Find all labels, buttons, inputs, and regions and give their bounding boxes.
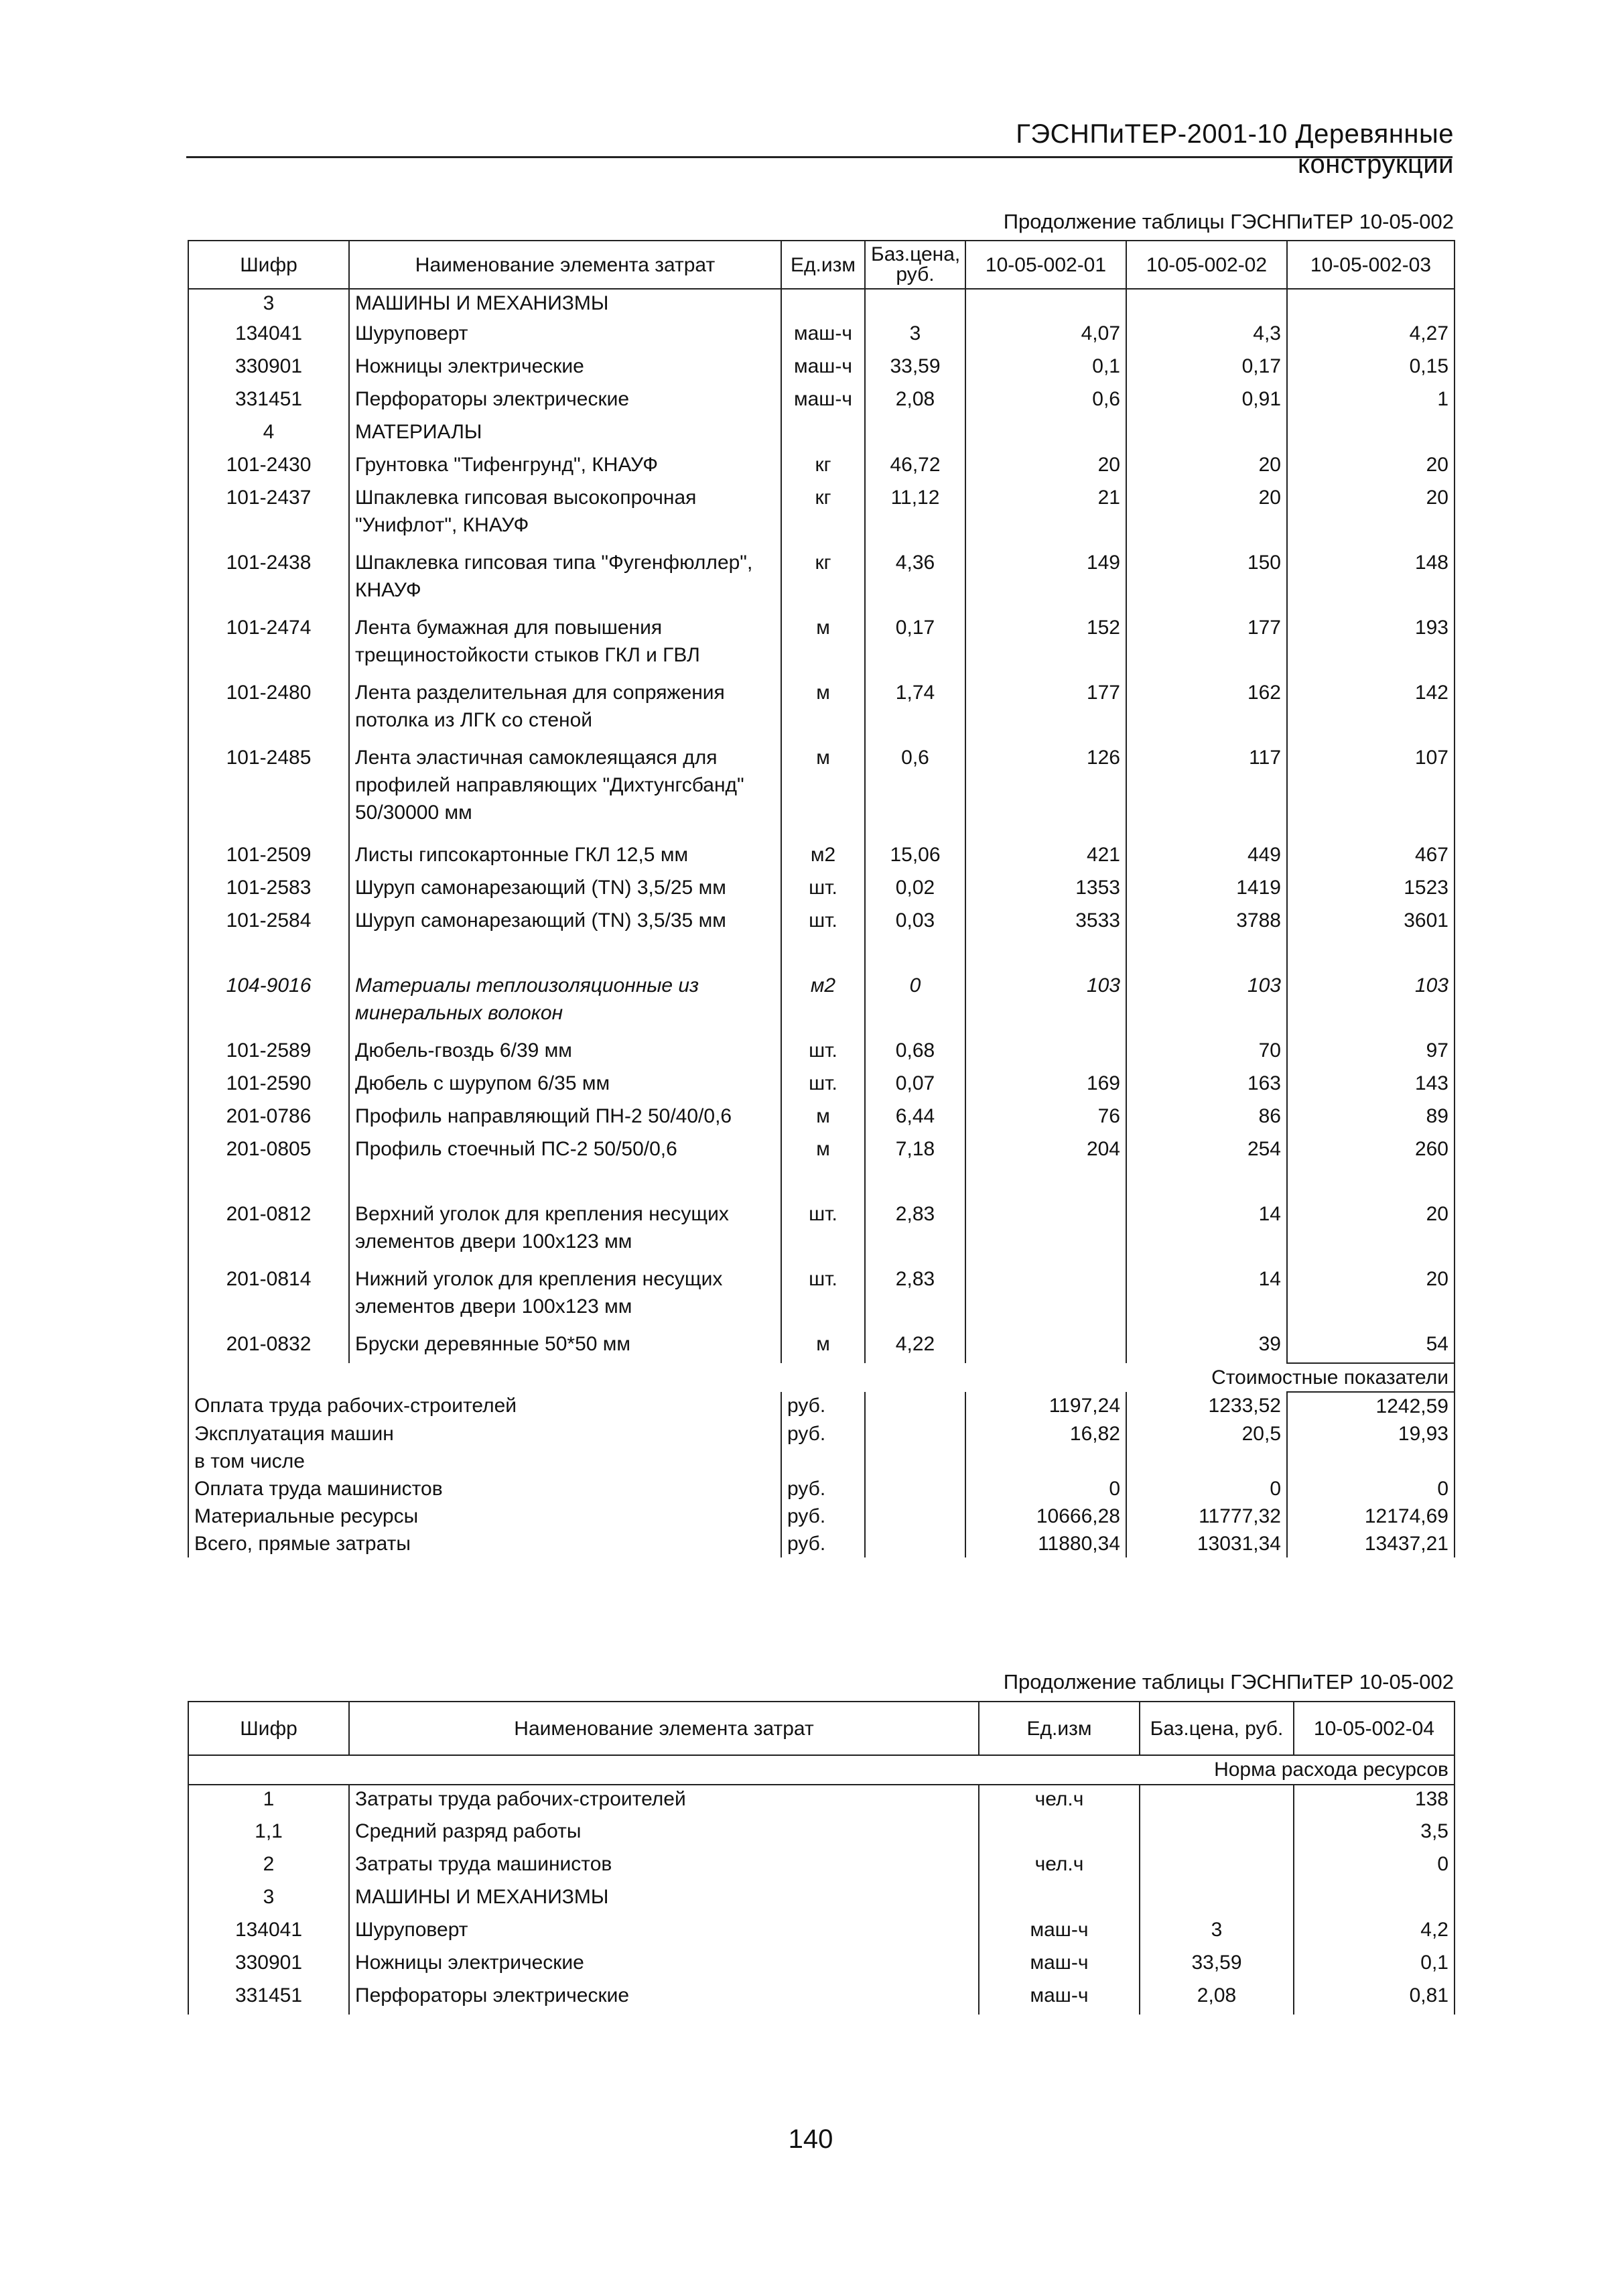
cell-v1	[965, 1265, 1126, 1330]
cell-v1: 4,07	[965, 320, 1126, 353]
cell-price: 3	[1140, 1916, 1294, 1949]
cell-v3: 148	[1287, 549, 1455, 614]
cell-code: 201-0786	[188, 1102, 349, 1135]
summary-v2: 1233,52	[1126, 1392, 1287, 1420]
cell-price	[865, 418, 965, 451]
norm-header-spacer	[188, 1755, 1294, 1785]
cell-v3	[1287, 418, 1455, 451]
cell-name: Перфораторы электрические	[349, 385, 781, 418]
t2-col-header-unit: Ед.изм	[979, 1702, 1140, 1755]
summary-v3: 1242,59	[1287, 1392, 1455, 1420]
cell-v2: 254	[1126, 1135, 1287, 1200]
cell-name: Затраты труда рабочих-строителей	[349, 1785, 979, 1817]
cell-code: 101-2589	[188, 1037, 349, 1070]
cell-name: Грунтовка "Тифенгрунд", КНАУФ	[349, 451, 781, 484]
cell-name: Профиль направляющий ПН-2 50/40/0,6	[349, 1102, 781, 1135]
cell-code: 1	[188, 1785, 349, 1817]
cell-v1: 138	[1294, 1785, 1455, 1817]
cell-name: Лента бумажная для повышения трещиностойкости стыков ГКЛ и ГВЛ	[349, 614, 781, 679]
summary-v3: 0	[1287, 1475, 1455, 1503]
cell-v3: 4,27	[1287, 320, 1455, 353]
table-row	[188, 484, 1455, 549]
cell-v2	[1126, 289, 1287, 320]
cell-v1: 3533	[965, 907, 1126, 972]
table-row	[188, 451, 1455, 484]
cell-v2	[1126, 418, 1287, 451]
summary-v2: 20,5	[1126, 1420, 1287, 1448]
cell-unit	[979, 1883, 1140, 1916]
cell-price	[1140, 1883, 1294, 1916]
summary-price	[865, 1530, 965, 1557]
page-header-title: ГЭСНПиТЕР-2001-10 Деревянные конструкции	[1016, 119, 1454, 179]
cell-v2: 1419	[1126, 874, 1287, 907]
cell-v3: 107	[1287, 744, 1455, 841]
cell-price: 0,07	[865, 1070, 965, 1102]
cell-unit: шт.	[781, 874, 865, 907]
summary-price	[865, 1420, 965, 1448]
summary-v1: 10666,28	[965, 1503, 1126, 1530]
summary-unit: руб.	[781, 1392, 865, 1420]
cell-unit: маш-ч	[979, 1982, 1140, 2015]
cell-name: Бруски деревянные 50*50 мм	[349, 1330, 781, 1363]
cell-code: 101-2430	[188, 451, 349, 484]
cell-code: 101-2590	[188, 1070, 349, 1102]
cell-v2: 103	[1126, 972, 1287, 1037]
cell-v2: 39	[1126, 1330, 1287, 1363]
cell-v3: 103	[1287, 972, 1455, 1037]
table-row	[188, 1135, 1455, 1200]
cell-v1	[965, 418, 1126, 451]
cell-v1: 177	[965, 679, 1126, 744]
cell-v1: 4,2	[1294, 1916, 1455, 1949]
cell-code: 3	[188, 289, 349, 320]
cell-code: 134041	[188, 1916, 349, 1949]
cell-unit: маш-ч	[781, 385, 865, 418]
header-rule	[186, 156, 1452, 158]
summary-row	[188, 1448, 1455, 1475]
summary-v1: 16,82	[965, 1420, 1126, 1448]
t2-col-header-code: Шифр	[188, 1702, 349, 1755]
table-row	[188, 614, 1455, 679]
cell-unit: маш-ч	[781, 353, 865, 385]
cell-unit: чел.ч	[979, 1850, 1140, 1883]
cell-v1: 20	[965, 451, 1126, 484]
cell-v1	[965, 1330, 1126, 1363]
cell-unit	[781, 418, 865, 451]
cell-code: 101-2437	[188, 484, 349, 549]
summary-v2: 11777,32	[1126, 1503, 1287, 1530]
table-row	[188, 353, 1455, 385]
summary-label: Всего, прямые затраты	[188, 1530, 781, 1557]
cell-unit: м	[781, 679, 865, 744]
table-row	[188, 1982, 1455, 2015]
cell-unit: чел.ч	[979, 1785, 1140, 1817]
cell-v1	[965, 289, 1126, 320]
cell-v2: 70	[1126, 1037, 1287, 1070]
cell-v1: 152	[965, 614, 1126, 679]
cell-unit: м	[781, 1330, 865, 1363]
cell-v1: 0,1	[1294, 1949, 1455, 1982]
cell-price: 0,68	[865, 1037, 965, 1070]
cell-v1	[965, 1200, 1126, 1265]
cell-v3: 20	[1287, 451, 1455, 484]
cell-name: Шуруповерт	[349, 320, 781, 353]
cell-name: Средний разряд работы	[349, 1817, 979, 1850]
cell-v2: 14	[1126, 1265, 1287, 1330]
cell-code: 101-2509	[188, 841, 349, 874]
cell-unit	[979, 1817, 1140, 1850]
cell-price: 1,74	[865, 679, 965, 744]
summary-label: в том числе	[188, 1448, 781, 1475]
table-row	[188, 549, 1455, 614]
cell-code: 101-2480	[188, 679, 349, 744]
cell-price: 2,83	[865, 1200, 965, 1265]
cell-price: 0	[865, 972, 965, 1037]
cell-price: 33,59	[865, 353, 965, 385]
cell-price: 15,06	[865, 841, 965, 874]
cell-unit: м2	[781, 841, 865, 874]
summary-v1	[965, 1448, 1126, 1475]
cell-code: 331451	[188, 1982, 349, 2015]
summary-unit: руб.	[781, 1530, 865, 1557]
cell-price: 2,08	[1140, 1982, 1294, 2015]
cell-v2: 150	[1126, 549, 1287, 614]
summary-v2: 0	[1126, 1475, 1287, 1503]
table1-header-row	[188, 241, 1455, 289]
cell-v3: 142	[1287, 679, 1455, 744]
summary-row	[188, 1503, 1455, 1530]
table-row	[188, 1850, 1455, 1883]
cell-price: 0,03	[865, 907, 965, 972]
cell-unit: м	[781, 744, 865, 841]
summary-v2	[1126, 1448, 1287, 1475]
cell-price: 4,36	[865, 549, 965, 614]
cell-name: Шпаклевка гипсовая высокопрочная "Унифлот", КНАУФ	[349, 484, 781, 549]
table-row	[188, 1037, 1455, 1070]
cell-unit: шт.	[781, 907, 865, 972]
cell-code: 331451	[188, 385, 349, 418]
cell-v3: 89	[1287, 1102, 1455, 1135]
cell-code: 101-2485	[188, 744, 349, 841]
summary-unit: руб.	[781, 1475, 865, 1503]
cell-name: Материалы теплоизоляционные из минеральных волокон	[349, 972, 781, 1037]
cell-v2: 0,91	[1126, 385, 1287, 418]
cell-v3: 20	[1287, 1200, 1455, 1265]
cell-price: 6,44	[865, 1102, 965, 1135]
summary-row	[188, 1392, 1455, 1420]
cell-v3: 1523	[1287, 874, 1455, 907]
cell-name: МАШИНЫ И МЕХАНИЗМЫ	[349, 289, 781, 320]
cell-unit: шт.	[781, 1200, 865, 1265]
col-header-v2: 10-05-002-02	[1126, 241, 1287, 289]
cell-v1	[965, 1037, 1126, 1070]
cell-name: Ножницы электрические	[349, 1949, 979, 1982]
cell-code: 1,1	[188, 1817, 349, 1850]
summary-label: Эксплуатация машин	[188, 1420, 781, 1448]
table-row	[188, 1916, 1455, 1949]
cell-price: 0,02	[865, 874, 965, 907]
cell-v1: 21	[965, 484, 1126, 549]
cell-v1: 0,6	[965, 385, 1126, 418]
cell-name: Шуруп самонарезающий (TN) 3,5/25 мм	[349, 874, 781, 907]
col-header-v1: 10-05-002-01	[965, 241, 1126, 289]
cell-price: 46,72	[865, 451, 965, 484]
col-header-v3: 10-05-002-03	[1287, 241, 1455, 289]
t2-col-header-name: Наименование элемента затрат	[349, 1702, 979, 1755]
summary-v1: 0	[965, 1475, 1126, 1503]
col-header-code: Шифр	[188, 241, 349, 289]
cell-price	[865, 289, 965, 320]
col-header-name: Наименование элемента затрат	[349, 241, 781, 289]
table-row	[188, 1200, 1455, 1265]
cell-code: 201-0814	[188, 1265, 349, 1330]
table-row	[188, 972, 1455, 1037]
cell-code: 2	[188, 1850, 349, 1883]
table-row	[188, 1883, 1455, 1916]
cost-header: Стоимостные показатели	[1287, 1363, 1455, 1392]
cell-price	[1140, 1850, 1294, 1883]
cell-v1: 421	[965, 841, 1126, 874]
cell-unit: м	[781, 1135, 865, 1200]
cell-v3: 3601	[1287, 907, 1455, 972]
cell-price: 7,18	[865, 1135, 965, 1200]
summary-unit: руб.	[781, 1503, 865, 1530]
cell-code: 201-0832	[188, 1330, 349, 1363]
cell-name: МАШИНЫ И МЕХАНИЗМЫ	[349, 1883, 979, 1916]
cell-name: Лента эластичная самоклеящаяся для профилей направляющих "Дихтунгсбанд" 50/30000 мм	[349, 744, 781, 841]
summary-unit: руб.	[781, 1420, 865, 1448]
cell-price: 0,17	[865, 614, 965, 679]
cell-v3: 260	[1287, 1135, 1455, 1200]
cell-code: 101-2584	[188, 907, 349, 972]
cell-name: Лента разделительная для сопряжения потолка из ЛГК со стеной	[349, 679, 781, 744]
cell-unit: кг	[781, 484, 865, 549]
cell-unit: кг	[781, 451, 865, 484]
cell-v1: 169	[965, 1070, 1126, 1102]
cell-name: Шуруп самонарезающий (TN) 3,5/35 мм	[349, 907, 781, 972]
summary-row	[188, 1475, 1455, 1503]
summary-v3: 13437,21	[1287, 1530, 1455, 1557]
cell-name: Шпаклевка гипсовая типа "Фугенфюллер", КНАУФ	[349, 549, 781, 614]
table-row	[188, 1070, 1455, 1102]
cell-v1: 0	[1294, 1850, 1455, 1883]
cell-unit	[781, 289, 865, 320]
table-row	[188, 1785, 1455, 1817]
cell-code: 3	[188, 1883, 349, 1916]
table-row	[188, 1949, 1455, 1982]
summary-row	[188, 1530, 1455, 1557]
table2-header-row	[188, 1702, 1455, 1755]
cell-price: 11,12	[865, 484, 965, 549]
cell-name: Дюбель-гвоздь 6/39 мм	[349, 1037, 781, 1070]
table1	[188, 240, 1455, 1557]
cell-price: 3	[865, 320, 965, 353]
cell-unit: шт.	[781, 1037, 865, 1070]
table-row	[188, 744, 1455, 841]
cell-code: 201-0805	[188, 1135, 349, 1200]
cell-name: МАТЕРИАЛЫ	[349, 418, 781, 451]
cell-name: Листы гипсокартонные ГКЛ 12,5 мм	[349, 841, 781, 874]
cell-v1: 0,1	[965, 353, 1126, 385]
table-row	[188, 1102, 1455, 1135]
cell-v3: 54	[1287, 1330, 1455, 1363]
summary-v3	[1287, 1448, 1455, 1475]
t2-col-header-price: Баз.цена, руб.	[1140, 1702, 1294, 1755]
cell-v1: 76	[965, 1102, 1126, 1135]
cost-header-spacer	[188, 1363, 1287, 1392]
cell-code: 101-2474	[188, 614, 349, 679]
table1-caption: Продолжение таблицы ГЭСНПиТЕР 10-05-002	[1003, 210, 1454, 233]
cell-name: Шуруповерт	[349, 1916, 979, 1949]
summary-row	[188, 1420, 1455, 1448]
cell-v1: 103	[965, 972, 1126, 1037]
summary-v1: 1197,24	[965, 1392, 1126, 1420]
cell-code: 104-9016	[188, 972, 349, 1037]
col-header-unit: Ед.изм	[781, 241, 865, 289]
cell-v2: 20	[1126, 484, 1287, 549]
cell-unit: м2	[781, 972, 865, 1037]
summary-unit	[781, 1448, 865, 1475]
cell-name: Нижний уголок для крепления несущих элементов двери 100х123 мм	[349, 1265, 781, 1330]
cell-name: Профиль стоечный ПС-2 50/50/0,6	[349, 1135, 781, 1200]
cell-price	[1140, 1785, 1294, 1817]
cell-v3: 193	[1287, 614, 1455, 679]
cell-v1	[1294, 1883, 1455, 1916]
cell-code: 201-0812	[188, 1200, 349, 1265]
cell-v3: 143	[1287, 1070, 1455, 1102]
cell-v2: 449	[1126, 841, 1287, 874]
cell-unit: шт.	[781, 1265, 865, 1330]
cell-unit: м	[781, 614, 865, 679]
cell-price: 2,83	[865, 1265, 965, 1330]
cell-unit: маш-ч	[781, 320, 865, 353]
table-row	[188, 1330, 1455, 1363]
cell-v2: 14	[1126, 1200, 1287, 1265]
table-row	[188, 385, 1455, 418]
cell-v2: 117	[1126, 744, 1287, 841]
table-row	[188, 418, 1455, 451]
cell-name: Затраты труда машинистов	[349, 1850, 979, 1883]
cell-name: Дюбель с шурупом 6/35 мм	[349, 1070, 781, 1102]
cell-unit: кг	[781, 549, 865, 614]
cell-code: 330901	[188, 1949, 349, 1982]
cell-v3: 20	[1287, 1265, 1455, 1330]
cell-price: 33,59	[1140, 1949, 1294, 1982]
cell-v2: 162	[1126, 679, 1287, 744]
cell-v3	[1287, 289, 1455, 320]
table-row	[188, 679, 1455, 744]
table-row	[188, 874, 1455, 907]
col-header-price: Баз.цена, руб.	[865, 241, 965, 289]
cell-v3: 467	[1287, 841, 1455, 874]
table-row	[188, 907, 1455, 972]
cell-v3: 97	[1287, 1037, 1455, 1070]
cell-v2: 0,17	[1126, 353, 1287, 385]
cell-v2: 86	[1126, 1102, 1287, 1135]
cell-v3: 1	[1287, 385, 1455, 418]
summary-price	[865, 1448, 965, 1475]
cell-unit: шт.	[781, 1070, 865, 1102]
cell-price: 4,22	[865, 1330, 965, 1363]
table2	[188, 1701, 1455, 2015]
summary-label: Оплата труда рабочих-строителей	[188, 1392, 781, 1420]
cell-code: 4	[188, 418, 349, 451]
cell-v2: 20	[1126, 451, 1287, 484]
cell-unit: м	[781, 1102, 865, 1135]
cell-v2: 163	[1126, 1070, 1287, 1102]
cell-code: 101-2583	[188, 874, 349, 907]
table-row	[188, 841, 1455, 874]
summary-v2: 13031,34	[1126, 1530, 1287, 1557]
cell-v1: 1353	[965, 874, 1126, 907]
cell-v1: 149	[965, 549, 1126, 614]
cell-v1: 126	[965, 744, 1126, 841]
cell-code: 134041	[188, 320, 349, 353]
cell-v3: 20	[1287, 484, 1455, 549]
table-row	[188, 289, 1455, 320]
cell-v3: 0,15	[1287, 353, 1455, 385]
summary-v3: 19,93	[1287, 1420, 1455, 1448]
cell-name: Верхний уголок для крепления несущих элементов двери 100х123 мм	[349, 1200, 781, 1265]
cell-code: 330901	[188, 353, 349, 385]
cell-v2: 4,3	[1126, 320, 1287, 353]
table-row	[188, 1265, 1455, 1330]
cell-code: 101-2438	[188, 549, 349, 614]
summary-price	[865, 1503, 965, 1530]
summary-price	[865, 1475, 965, 1503]
summary-label: Оплата труда машинистов	[188, 1475, 781, 1503]
summary-price	[865, 1392, 965, 1420]
t2-col-header-v1: 10-05-002-04	[1294, 1702, 1455, 1755]
cell-v1: 204	[965, 1135, 1126, 1200]
cell-price	[1140, 1817, 1294, 1850]
cell-unit: маш-ч	[979, 1916, 1140, 1949]
cell-unit: маш-ч	[979, 1949, 1140, 1982]
table2-caption: Продолжение таблицы ГЭСНПиТЕР 10-05-002	[1003, 1670, 1454, 1694]
cell-price: 0,6	[865, 744, 965, 841]
table-row	[188, 320, 1455, 353]
cell-v2: 177	[1126, 614, 1287, 679]
cell-name: Перфораторы электрические	[349, 1982, 979, 2015]
summary-label: Материальные ресурсы	[188, 1503, 781, 1530]
cell-v2: 3788	[1126, 907, 1287, 972]
summary-v1: 11880,34	[965, 1530, 1126, 1557]
table-row	[188, 1817, 1455, 1850]
cell-v1: 3,5	[1294, 1817, 1455, 1850]
norm-header: Норма расхода ресурсов	[1294, 1755, 1455, 1785]
summary-v3: 12174,69	[1287, 1503, 1455, 1530]
page-number: 140	[788, 2124, 833, 2154]
cell-price: 2,08	[865, 385, 965, 418]
cell-name: Ножницы электрические	[349, 353, 781, 385]
cell-v1: 0,81	[1294, 1982, 1455, 2015]
